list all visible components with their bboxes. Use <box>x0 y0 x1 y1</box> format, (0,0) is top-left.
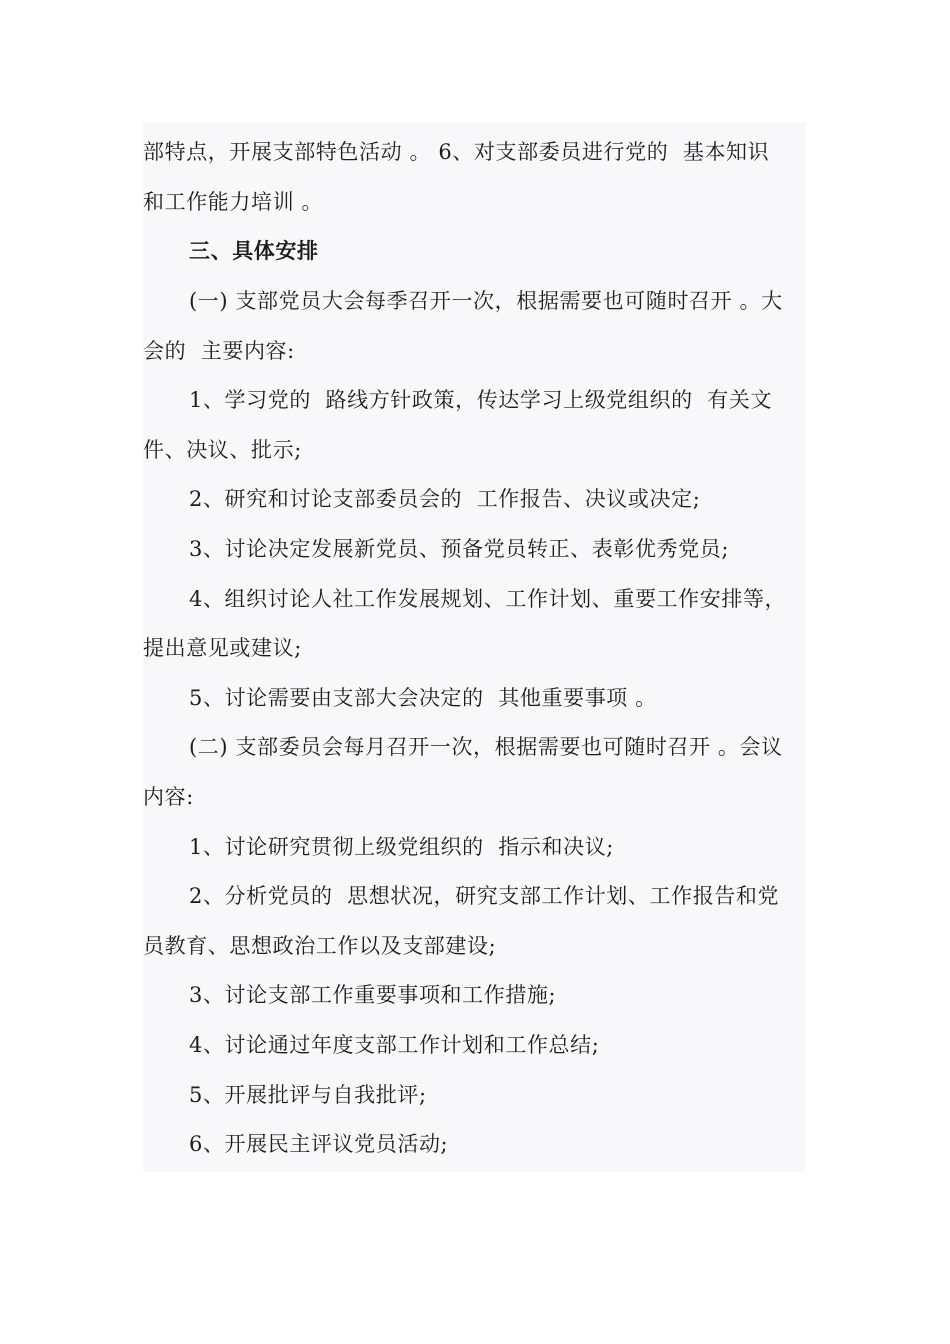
paragraph-line: 员教育、思想政治工作以及支部建设; <box>143 934 497 958</box>
list-item: 5、讨论需要由支部大会决定的 其他重要事项 。 <box>189 686 657 710</box>
list-item: 5、开展批评与自我批评; <box>189 1083 427 1107</box>
paragraph-line: 件、决议、批示; <box>143 438 302 462</box>
paragraph-line: (一) 支部党员大会每季召开一次，根据需要也可随时召开 。大 <box>189 289 783 313</box>
paragraph-line: 提出意见或建议; <box>143 636 302 660</box>
list-item: 1、讨论研究贯彻上级党组织的 指示和决议; <box>189 835 614 859</box>
section-heading: 三、具体安排 <box>189 239 319 263</box>
list-item: 6、开展民主评议党员活动; <box>189 1132 449 1156</box>
paragraph-line: 会的 主要内容: <box>143 339 295 363</box>
paragraph-line: 内容: <box>143 785 194 809</box>
list-item: 3、讨论决定发展新党员、预备党员转正、表彰优秀党员; <box>189 537 730 561</box>
list-item: 1、学习党的 路线方针政策，传达学习上级党组织的 有关文 <box>189 388 773 412</box>
list-item: 3、讨论支部工作重要事项和工作措施; <box>189 983 557 1007</box>
list-item: 2、分析党员的 思想状况，研究支部工作计划、工作报告和党 <box>189 884 780 908</box>
paragraph-line: 和工作能力培训 。 <box>143 190 324 214</box>
list-item: 4、讨论通过年度支部工作计划和工作总结; <box>189 1033 600 1057</box>
list-item: 2、研究和讨论支部委员会的 工作报告、决议或决定; <box>189 487 701 511</box>
document-body <box>143 122 805 1172</box>
paragraph-line: 部特点，开展支部特色活动 。 6、对支部委员进行党的 基本知识 <box>143 140 770 164</box>
paragraph-line: (二) 支部委员会每月召开一次，根据需要也可随时召开 。会议 <box>189 735 783 759</box>
list-item: 4、组织讨论人社工作发展规划、工作计划、重要工作安排等， <box>189 587 787 611</box>
